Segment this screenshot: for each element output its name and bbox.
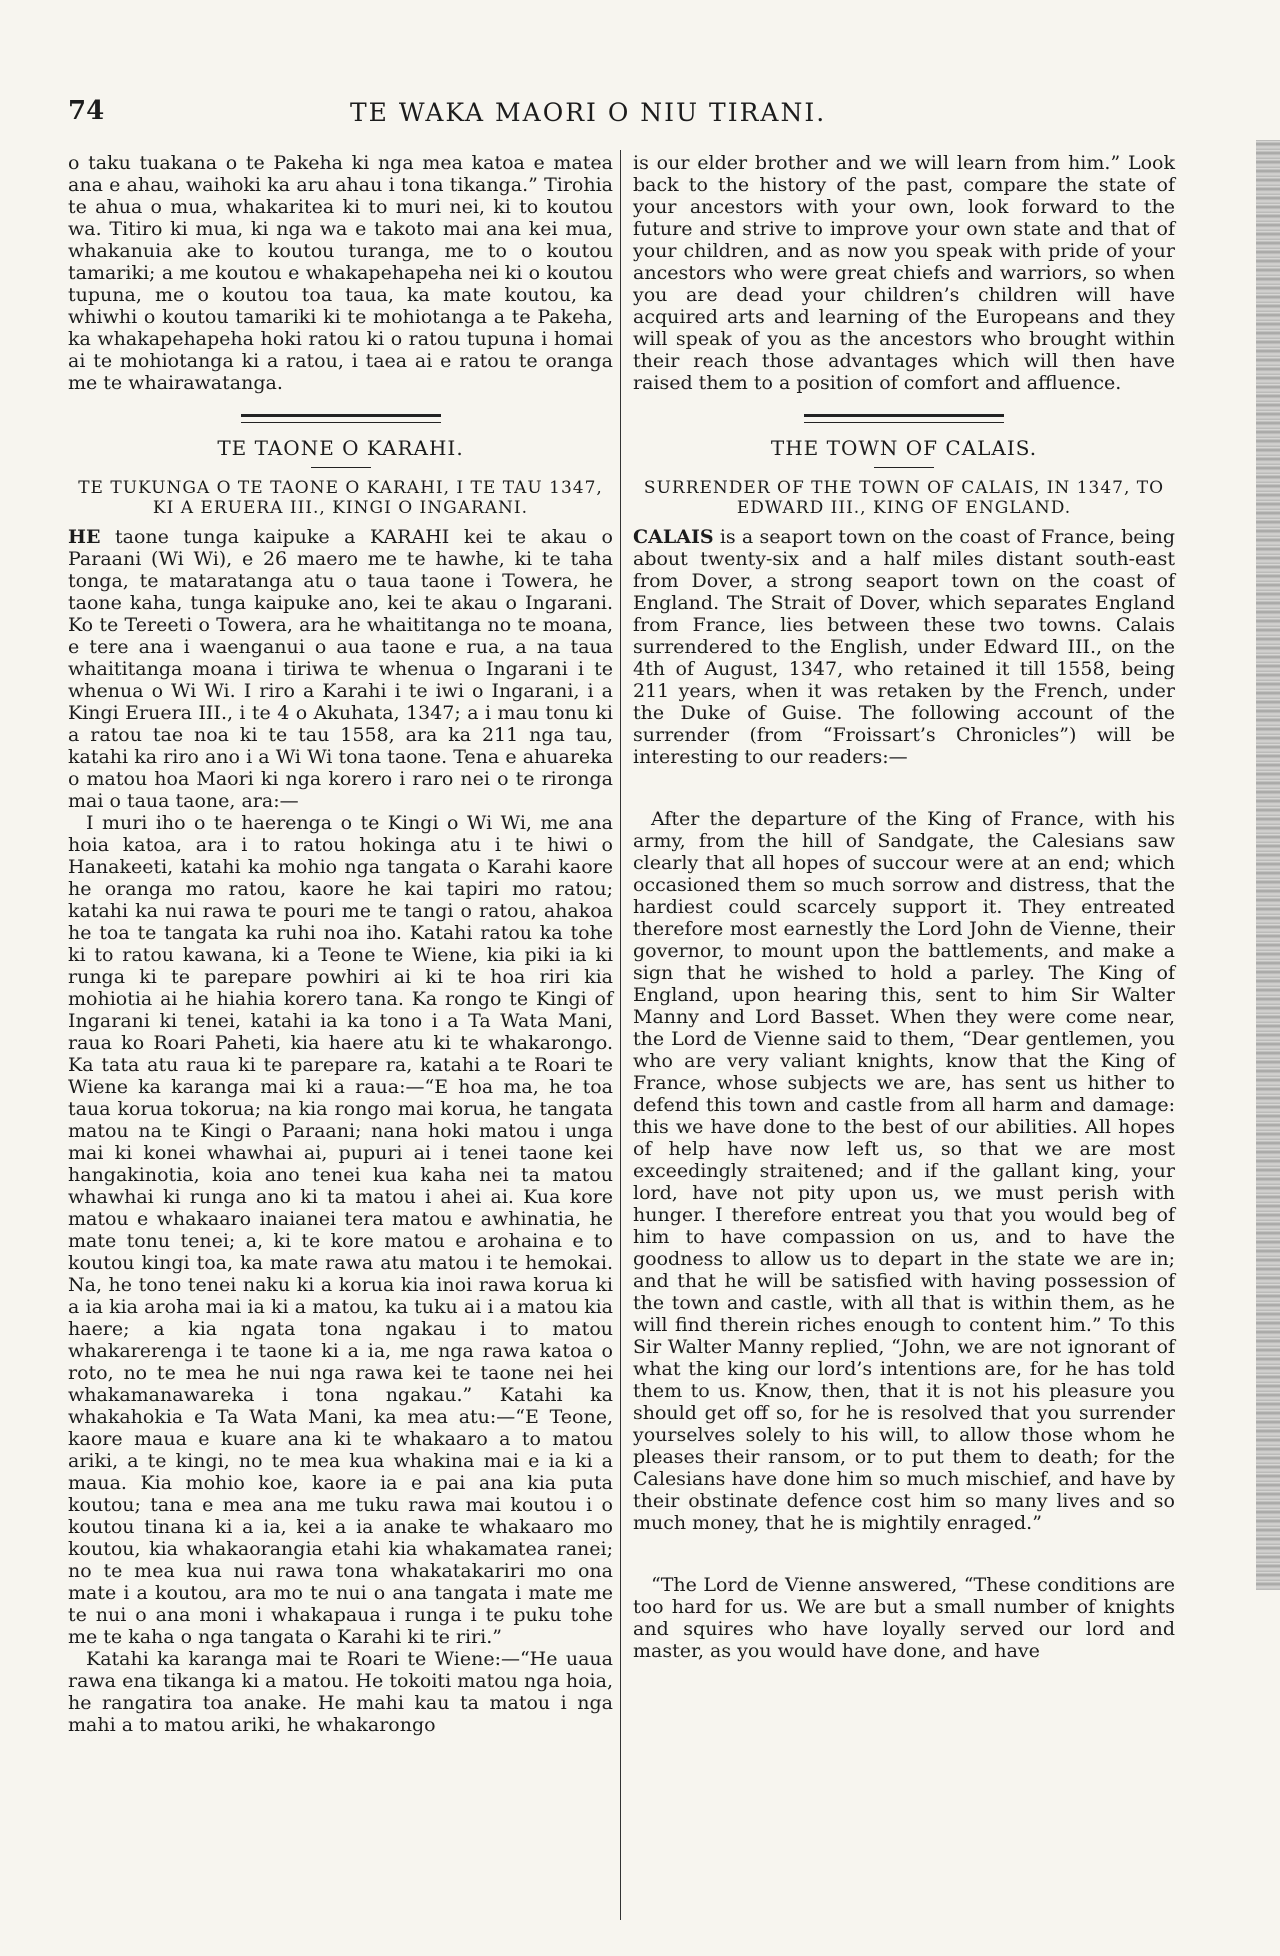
english-section-title: THE TOWN OF CALAIS. xyxy=(770,436,1038,460)
section-divider xyxy=(241,414,441,423)
maori-column xyxy=(68,152,613,1736)
english-paragraph-3: “The Lord de Vienne answered, “These conditions are too hard for us. We are but a small number of knights and squires who have loyally served our lord and master, as you would have done, and have xyxy=(633,1574,1175,1662)
page-number: 74 xyxy=(68,96,105,126)
maori-paragraph-2: I muri iho o te haerenga o te Kingi o Wi Wi, me ana hoia katoa, ara i to ratou hokinga atu i te hiwi o Hanakeeti, katahi ka mohio nga tangata o Karahi kaore he oranga mo ratou, kaore he kai tapiri mo ratou; katahi ka nui rawa te pouri me te tangi o ratou, ahakoa he toa te tangata ka ruhi noa iho. Katahi ratou ka tohe ki to ratou kawana, ki a Teone te Wiene, kia piki ia ki runga ki te parepare powhiri ai ki te hoa riri kia mohiotia ai he hiahia korero tana. Ka rongo te Kingi of Ingarani ki tenei, katahi ia ka tono i a Ta Wata Mani, raua ko Roari Paheti, kia haere atu ki te whakarongo. Ka tata atu raua ki te parepare ra, katahi a te Roari te Wiene ka karanga mai ki a raua:—“E hoa ma, he toa taua korua tokorua; na kia rongo mai korua, he tangata matou na te Kingi o Paraani; nana hoki matou i unga mai ki konei whawhai ai, pupuri ai i tenei taone kei hangakinotia, koia ano tenei kua kaha nei ta matou whawhai ki runga ano ki ta matou i ahei ai. Kua kore matou e whakaaro inaianei tera matou e awhinatia, he mate tonu tenei; a, ki te kore matou e arohaina e to koutou kingi toa, ka mate rawa atu matou i te hemokai. Na, he tono tenei naku ki a korua kia inoi rawa korua ki a ia kia aroha mai ia ki a matou, ka tuku ai i a matou kia haere; a kia ngata tona ngakau i to matou whakarerenga i te taone ki a ia, me nga rawa katoa o roto, no te mea he nui nga rawa kei te taone nei hei whakamanawareka i tona ngakau.” Katahi ka whakahokia e Ta Wata Mani, ka mea atu:—“E Teone, kaore maua e kuare ana ki te whakaaro a to matou ariki, a te kingi, no te mea kua whakina mai e ia ki a maua. Kia mohio koe, kaore ia e pai ana kia puta koutou; tana e mea ana me tuku rawa mai koutou i o koutou tinana ki a ia, kei a ia anake te whakaaro mo koutou, kia whakaorangia etahi kia whakamatea ranei; no te mea kua nui rawa tona whakatakariri mo ona mate i a koutou, ara mo te nui o ana tangata i mate me te nui o ana moni i whakapaua i runga i te puku tohe me te kaha o nga tangata o Karahi ki te riri.” xyxy=(68,812,613,1648)
english-paragraph-1 xyxy=(633,526,1175,768)
english-column xyxy=(633,152,1175,1662)
paragraph-gap xyxy=(633,768,1175,808)
title-rule xyxy=(311,467,371,468)
maori-intro-paragraph: o taku tuakana o te Pakeha ki nga mea katoa e matea ana e ahau, waihoki ka aru ahau i tona tikanga.” Tirohia te ahua o mua, whakaritea ki to muri nei, ki to koutou wa. Titiro ki mua, ki nga wa e takoto mai ana kei mua, whakanuia ake to koutou turanga, me to o koutou tamariki; a me koutou e whakapehapeha nei ki o koutou tupuna, me o koutou toa taua, ka mate koutou, ka whiwhi o koutou tamariki ki te mohiotanga a te Pakeha, ka whakapehapeha hoki ratou ki o ratou tupuna i homai ai te mohiotanga ki a ratou, i taea ai e ratou te oranga me te whairawatanga. xyxy=(68,152,613,394)
english-drop-word: CALAIS xyxy=(633,526,714,548)
paragraph-gap xyxy=(633,1534,1175,1574)
maori-subheading: TE TUKUNGA O TE TAONE O KARAHI, I TE TAU 1347, KI A ERUERA III., KINGI O INGARANI. xyxy=(78,478,603,518)
scan-edge-noise xyxy=(1256,140,1280,1590)
english-subheading: SURRENDER OF THE TOWN OF CALAIS, IN 1347, TO EDWARD III., KING OF ENGLAND. xyxy=(643,478,1165,518)
maori-section-title: TE TAONE O KARAHI. xyxy=(217,436,464,460)
english-intro-paragraph: is our elder brother and we will learn from him.” Look back to the history of the past, compare the state of your ancestors with your own, look forward to the future and strive to improve your own state and that of your children, and as now you speak with pride of your ancestors who were great chiefs and warriors, so when you are dead your children’s children will have acquired arts and learning of the Europeans and they will speak of you as the ancestors who brought within their reach those advantages which will then have raised them to a position of comfort and affluence. xyxy=(633,152,1175,394)
title-rule xyxy=(874,467,934,468)
maori-paragraph-1-text: taone tunga kaipuke a KARAHI kei te akau o Paraani (Wi Wi), e 26 maero me te hawhe, ki te taha tonga, te mataratanga atu o taua taone i Towera, he taone kaha, tunga kaipuke ano, kei te akau o Ingarani. Ko te Tereeti o Towera, ara he whaititanga no te moana, e tere ana i waenganui o aua taone e rua, a na taua whaititanga moana i tiriwa te whenua o Ingarani i te whenua o Wi Wi. I riro a Karahi i te iwi o Ingarani, i a Kingi Eruera III., i te 4 o Akuhata, 1347; a i mau tonu ki a ratou tae noa ki te tau 1558, ara ka 211 nga tau, katahi ka riro ano i a Wi Wi tona taone. Tena e ahuareka o matou hoa Maori ki nga korero i raro nei o te rironga mai o taua taone, ara:— xyxy=(68,526,613,812)
column-divider xyxy=(620,150,621,1920)
english-paragraph-1-text: is a seaport town on the coast of France, being about twenty-six and a half miles distant south-east from Dover, a strong seaport town on the coast of England. The Strait of Dover, which separates England from France, lies between these two towns. Calais surrendered to the English, under Edward III., on the 4th of August, 1347, who retained it till 1558, being 211 years, when it was retaken by the French, under the Duke of Guise. The following account of the surrender (from “Froissart’s Chronicles”) will be interesting to our readers:— xyxy=(633,526,1175,768)
maori-drop-word: HE xyxy=(68,526,101,548)
maori-paragraph-1 xyxy=(68,526,613,812)
maori-paragraph-3: Katahi ka karanga mai te Roari te Wiene:—“He uaua rawa ena tikanga ki a matou. He tokoiti matou nga hoia, he rangatira toa anake. He mahi kau ta matou i nga mahi a to matou ariki, he whakarongo xyxy=(68,1648,613,1736)
english-paragraph-2: After the departure of the King of France, with his army, from the hill of Sandgate, the Calesians saw clearly that all hopes of succour were at an end; which occasioned them so much sorrow and distress, that the hardiest could scarcely support it. They entreated therefore most earnestly the Lord John de Vienne, their governor, to mount upon the battlements, and make a sign that he wished to hold a parley. The King of England, upon hearing this, sent to him Sir Walter Manny and Lord Basset. When they were come near, the Lord de Vienne said to them, “Dear gentlemen, you who are very valiant knights, know that the King of France, whose subjects we are, has sent us hither to defend this town and castle from all harm and damage: this we have done to the best of our abilities. All hopes of help have now left us, so that we are most exceedingly straitened; and if the gallant king, your lord, have not pity upon us, we must perish with hunger. I therefore entreat you that you would beg of him to have compassion on us, and to have the goodness to allow us to depart in the state we are in; and that he will be satisfied with having possession of the town and castle, with all that is within them, as he will find therein riches enough to content him.” To this Sir Walter Manny replied, “John, we are not ignorant of what the king our lord’s intentions are, for he has told them to us. Know, then, that it is not his pleasure you should get off so, for he is resolved that you surrender yourselves solely to his will, to allow those whom he pleases their ransom, or to put them to death; for the Calesians have done him so much mischief, and have by their obstinate defence cost him so many lives and so much money, that he is mightily enraged.” xyxy=(633,808,1175,1534)
section-divider xyxy=(804,414,1004,423)
newspaper-title: TE WAKA MAORI O NIU TIRANI. xyxy=(350,98,827,127)
